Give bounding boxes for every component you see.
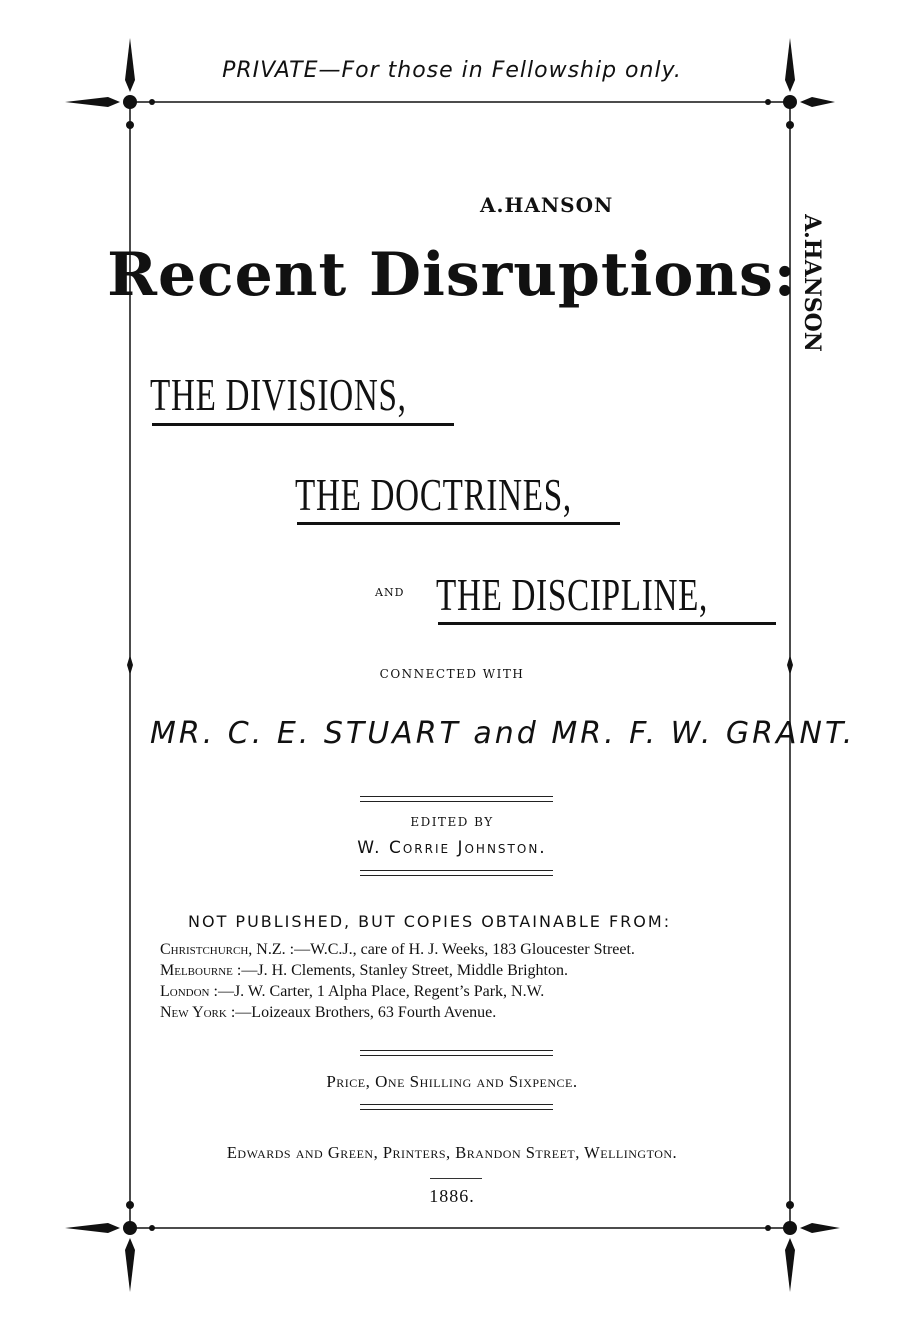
address-city: Christchurch, N.Z. [160, 941, 286, 958]
double-rule-3 [360, 1050, 553, 1056]
editor-name: W. Corrie Johnston. [357, 838, 547, 858]
address-city: London [160, 983, 210, 1000]
address-line [160, 962, 568, 980]
short-rule [430, 1178, 482, 1179]
connected-with: CONNECTED WITH [379, 667, 525, 681]
address-line [160, 941, 635, 959]
main-title: Recent Disruptions: [107, 240, 797, 310]
address-line [160, 983, 544, 1001]
printer-line: Edwards and Green, Printers, Brandon Street, Wellington. [226, 1143, 678, 1162]
address-line [160, 1004, 496, 1022]
address-city: Melbourne [160, 962, 233, 979]
spine-label-text: A.HANSON [799, 214, 825, 352]
title-line-doctrines [295, 468, 680, 521]
availability-heading: NOT PUBLISHED, BUT COPIES OBTAINABLE FROM: [188, 912, 672, 931]
price-line: Price, One Shilling and Sixpence. [326, 1072, 578, 1091]
title-line-1-underline [152, 423, 454, 426]
edited-by: EDITED BY [410, 815, 494, 829]
title-line-3-text: THE DISCIPLINE, [436, 569, 709, 620]
title-line-1-text: THE DIVISIONS, [150, 369, 407, 420]
address-detail: :—J. H. Clements, Stanley Street, Middle Brighton. [232, 962, 568, 979]
corner-ornament-bottom-right [765, 1201, 840, 1292]
address-detail: :—J. W. Carter, 1 Alpha Place, Regent’s Park, N.W. [209, 983, 545, 1000]
title-line-divisions [150, 368, 506, 421]
and-word: AND [375, 586, 405, 599]
title-line-discipline [436, 568, 814, 621]
corner-ornament-top-right [765, 38, 835, 129]
double-rule-2 [360, 870, 553, 876]
address-city: New York [160, 1004, 227, 1021]
publication-year: 1886. [429, 1186, 475, 1206]
names-line: MR. C. E. STUART and MR. F. W. GRANT. [150, 716, 856, 751]
title-line-2-underline [297, 522, 620, 525]
address-detail: :—W.C.J., care of H. J. Weeks, 183 Gloucester Street. [285, 941, 635, 958]
title-line-2-text: THE DOCTRINES, [295, 469, 572, 520]
double-rule-4 [360, 1104, 553, 1110]
author-label: A.HANSON [480, 193, 614, 217]
title-line-3-underline [438, 622, 776, 625]
address-detail: :—Loizeaux Brothers, 63 Fourth Avenue. [226, 1004, 497, 1021]
corner-ornament-bottom-left [65, 1201, 155, 1292]
double-rule-1 [360, 796, 553, 802]
corner-ornament-top-left [65, 38, 155, 129]
private-notice: PRIVATE—For those in Fellowship only. [222, 58, 682, 83]
